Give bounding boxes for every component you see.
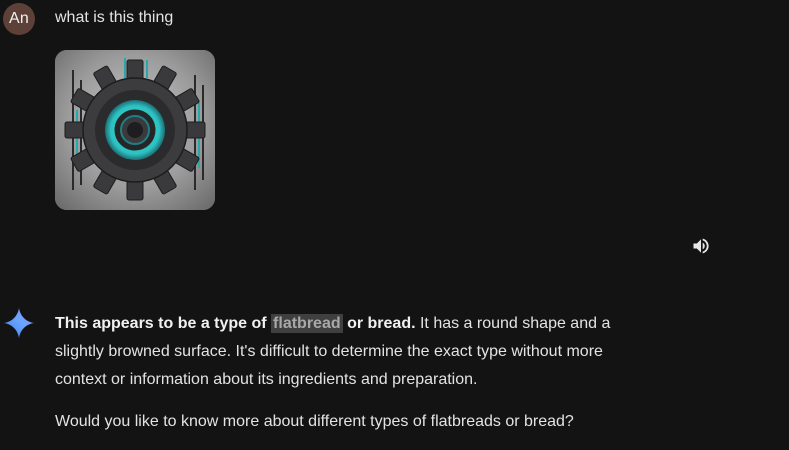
gear-icon [55,50,215,210]
response-body-text: It has a round shape and a slightly browned surface. It's difficult to determine the exact type without more context or information about its ingredients and preparation. [55,315,611,388]
response-bold-lead [55,314,416,333]
sparkle-icon [3,307,35,339]
response-paragraph-1 [55,310,655,394]
avatar-initials: An [9,10,29,27]
user-query-text: what is this thing [55,9,174,26]
read-aloud-button[interactable] [688,233,714,259]
bold-lead-tail: or bread. [342,315,416,332]
volume-icon [691,236,711,256]
highlighted-term[interactable]: flatbread [273,315,341,332]
model-response [55,310,655,436]
response-paragraph-2: Would you like to know more about different types of flatbreads or bread? [55,413,574,430]
bold-lead-text: This appears to be a type of [55,315,272,332]
user-avatar [3,3,35,35]
uploaded-image[interactable] [55,50,215,210]
